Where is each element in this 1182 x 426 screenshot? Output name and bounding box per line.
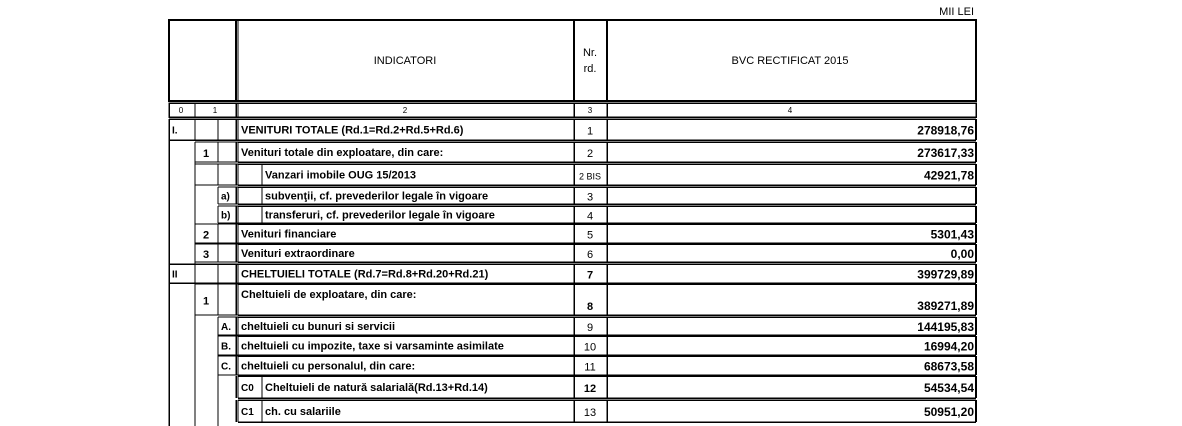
row-section-code: II: [172, 269, 178, 281]
row-value: 0,00: [950, 247, 974, 261]
row-nr: 8: [586, 301, 594, 313]
column-number-row: [169, 103, 976, 117]
row-nr: 12: [583, 383, 597, 395]
row-label: CHELTUIELI TOTALE (Rd.7=Rd.8+Rd.20+Rd.21): [241, 268, 489, 281]
col-number-4: 4: [787, 106, 793, 115]
row-sub-code: C.: [221, 361, 231, 373]
row-value: 42921,78: [923, 168, 974, 183]
row-label: Cheltuieli de natură salarială(Rd.13+Rd.14): [265, 382, 488, 394]
row-value: 50951,20: [923, 405, 974, 419]
row-sub-code: B.: [221, 341, 231, 353]
row-nr: 9: [586, 322, 594, 334]
row-sub-code: a): [221, 191, 230, 203]
row-item-number: 1: [202, 295, 210, 308]
header-indicatori: INDICATORI: [373, 55, 437, 67]
row-label: cheltuieli cu personalul, din care:: [241, 360, 416, 373]
row-label: ch. cu salariile: [265, 406, 341, 418]
row-label: transferuri, cf. prevederilor legale în vigoare: [265, 209, 495, 222]
row-value: 5301,43: [930, 227, 974, 242]
row-section-code: I.: [172, 125, 178, 137]
row-label: subvenţii, cf. prevederilor legale în vigoare: [265, 190, 489, 203]
row-nr: 6: [586, 249, 594, 261]
row-label: Vanzari imobile OUG 15/2013: [265, 169, 417, 182]
row-value: 54534,54: [923, 381, 974, 395]
row-sub-code: b): [221, 210, 231, 222]
table-body: [169, 119, 976, 426]
header-bvc: BVC RECTIFICAT 2015: [731, 55, 849, 67]
row-label: Venituri extraordinare: [241, 248, 355, 260]
row-label: VENITURI TOTALE (Rd.1=Rd.2+Rd.5+Rd.6): [241, 124, 464, 137]
row-nr: 7: [586, 269, 594, 282]
col-number-3: 3: [587, 106, 593, 115]
unit-label: MII LEI: [939, 6, 974, 18]
row-sub-code: A.: [221, 322, 231, 333]
row-nr: 11: [584, 361, 596, 374]
row-nr: 10: [583, 341, 597, 354]
row-nr: 3: [586, 191, 594, 204]
col-number-1: 1: [212, 106, 218, 115]
row-label: Venituri financiare: [241, 228, 337, 241]
row-item-number: 3: [202, 249, 210, 261]
row-nr: 13: [583, 407, 597, 419]
row-label: cheltuieli cu bunuri si servicii: [241, 321, 396, 333]
row-label: cheltuieli cu impozite, taxe si varsaminte asimilate: [241, 340, 504, 353]
row-code: C1: [241, 407, 254, 418]
row-value: 16994,20: [923, 339, 974, 354]
table-header: [169, 20, 976, 101]
row-label: Venituri totale din exploatare, din care:: [241, 147, 444, 159]
row-item-number: 2: [202, 229, 210, 242]
col-number-2: 2: [402, 106, 408, 115]
row-value: 68673,58: [923, 359, 974, 374]
row-value: 278918,76: [917, 123, 974, 138]
row-value: 144195,83: [917, 320, 974, 334]
header-nr-rd-line2: rd.: [583, 63, 597, 75]
row-nr: 2: [586, 148, 594, 160]
row-nr: 1: [586, 125, 594, 138]
row-code: C0: [241, 383, 254, 394]
row-label: Cheltuieli de exploatare, din care:: [241, 289, 417, 301]
row-value: 389271,89: [917, 299, 974, 313]
row-item-number: 1: [202, 148, 210, 160]
row-nr: 4: [586, 210, 594, 223]
row-nr: 2 BIS: [578, 171, 602, 182]
row-value: 399729,89: [917, 267, 974, 282]
header-nr-rd-line1: Nr.: [582, 47, 598, 59]
col-number-0: 0: [178, 106, 184, 115]
row-value: 273617,33: [917, 146, 974, 160]
row-nr: 5: [586, 229, 594, 242]
